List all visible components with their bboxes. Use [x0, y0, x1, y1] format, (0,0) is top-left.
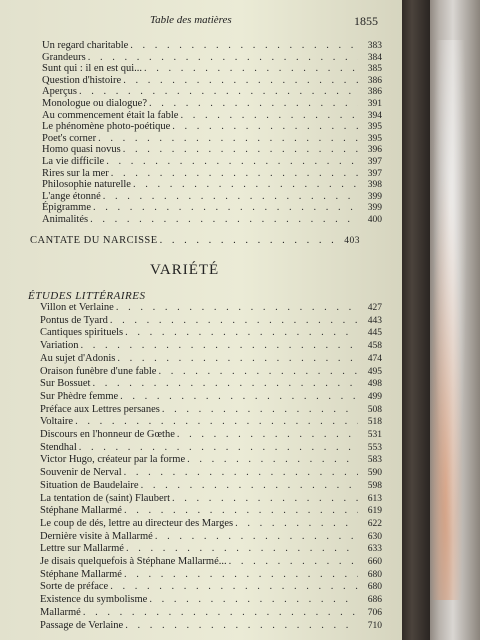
dot-leader — [144, 63, 358, 75]
toc-entry-page: 384 — [367, 52, 382, 63]
toc-entry-label: Le phénomène photo-poétique — [42, 121, 171, 133]
toc-entry-page: 660 — [367, 557, 382, 567]
toc-entry — [40, 543, 382, 555]
toc-entry-page: 445 — [367, 328, 382, 339]
toc-entry — [42, 98, 382, 110]
toc-entry-label: Épigramme — [42, 202, 91, 214]
toc-entry-page: 385 — [367, 64, 382, 75]
toc-entry-page: 583 — [367, 455, 382, 466]
toc-entry-label: Villon et Verlaine — [40, 302, 114, 313]
toc-entry-label: Stéphane Mallarmé — [40, 568, 122, 580]
toc-entry-page: 613 — [367, 493, 382, 504]
toc-entry-page: 590 — [367, 468, 382, 479]
toc-entry-label: Souvenir de Nerval — [40, 467, 122, 479]
toc-entry — [40, 302, 382, 314]
toc-entry — [40, 556, 382, 568]
dot-leader — [229, 556, 358, 568]
toc-entry-page: 619 — [367, 506, 382, 517]
toc-entry — [42, 191, 382, 203]
toc-entry-label: Au commencement était la fable — [42, 109, 179, 121]
toc-entry-label: La tentation de (saint) Flaubert — [40, 492, 171, 504]
toc-entry-page: 498 — [367, 379, 382, 390]
toc-entry-label: Voltaire — [40, 416, 74, 428]
toc-entry — [42, 75, 382, 87]
book-spine — [400, 0, 430, 640]
dot-leader — [162, 404, 358, 416]
toc-entry-label: Stéphane Mallarmé — [40, 505, 122, 517]
dot-leader — [177, 429, 358, 441]
toc-entry — [40, 442, 382, 454]
toc-entry-page: 386 — [367, 75, 382, 86]
toc-entry-page: 633 — [367, 544, 382, 555]
toc-entry-page: 400 — [367, 215, 382, 225]
toc-entry — [40, 594, 382, 606]
toc-entry — [40, 340, 382, 352]
toc-entry-label: Oraison funèbre d'une fable — [40, 365, 157, 377]
toc-entry-page: 391 — [367, 99, 382, 109]
toc-entry-label: Grandeurs — [42, 51, 86, 63]
toc-entry — [40, 315, 382, 327]
toc-entry-page: 680 — [367, 582, 382, 593]
dot-leader — [180, 110, 358, 122]
dot-leader — [111, 168, 358, 180]
dot-leader — [93, 202, 358, 214]
dot-leader — [79, 86, 358, 98]
running-title: Table des matières — [150, 14, 232, 26]
dot-leader — [141, 480, 358, 492]
dot-leader — [110, 315, 358, 327]
dot-leader — [172, 493, 358, 505]
toc-entry-page: 395 — [367, 133, 382, 144]
toc-entry-label: Passage de Verlaine — [40, 619, 124, 631]
toc-entry-page: 397 — [367, 168, 382, 179]
toc-entry — [42, 144, 382, 156]
toc-entry-label: Préface aux Lettres persanes — [40, 403, 160, 415]
dot-leader — [158, 366, 358, 378]
toc-entry-page: 386 — [367, 87, 382, 98]
toc-entry — [40, 505, 382, 517]
toc-entry-page: 383 — [367, 41, 382, 51]
dot-leader — [235, 518, 358, 530]
toc-entry-page: 394 — [367, 110, 382, 121]
toc-entry — [40, 531, 382, 543]
toc-entry-label: Rires sur la mer — [42, 167, 109, 179]
toc-entry-page: 395 — [367, 122, 382, 133]
toc-entry-page: 397 — [367, 157, 382, 167]
toc-entry-label: Sur Phèdre femme — [40, 390, 119, 402]
toc-entry — [40, 391, 382, 403]
toc-entry-page: 531 — [367, 430, 382, 440]
dot-leader — [172, 121, 358, 133]
toc-entry-label: Philosophie naturelle — [42, 179, 131, 191]
toc-entry — [40, 493, 382, 505]
toc-entry — [42, 214, 382, 226]
toc-entry-page: 399 — [367, 191, 382, 202]
toc-entry — [40, 518, 382, 530]
dot-leader — [75, 416, 358, 428]
dot-leader — [79, 442, 358, 454]
toc-entry — [40, 467, 382, 479]
toc-entry — [42, 133, 382, 145]
toc-entry-label: Situation de Baudelaire — [40, 479, 139, 491]
dot-leader — [81, 340, 359, 352]
toc-entry-label: Monologue ou dialogue? — [42, 98, 147, 109]
dot-leader — [110, 581, 358, 593]
toc-entry — [40, 620, 382, 632]
dot-leader — [103, 191, 358, 203]
toc-entry-label: Victor Hugo, créateur par la forme — [40, 454, 186, 466]
dot-leader — [88, 52, 358, 64]
toc-entry-page: 710 — [367, 620, 382, 631]
toc-entry-page: 443 — [367, 315, 382, 326]
toc-entry-label: Pontus de Tyard — [40, 314, 108, 326]
dot-leader — [160, 235, 336, 246]
dot-leader — [106, 156, 358, 168]
dot-leader — [117, 353, 358, 365]
section-title: VARIÉTÉ — [150, 262, 220, 278]
toc-entry-page: 474 — [367, 353, 382, 364]
dot-leader — [149, 98, 358, 110]
toc-entry-label: Stendhal — [40, 441, 77, 453]
toc-entry-label: La vie difficile — [42, 156, 105, 167]
toc-entry — [42, 86, 382, 98]
background-reflection — [430, 40, 470, 600]
dot-leader — [155, 531, 358, 543]
dot-leader — [124, 505, 358, 517]
toc-entry-label: Question d'histoire — [42, 74, 122, 86]
toc-entry-label: Dernière visite à Mallarmé — [40, 530, 153, 542]
toc-entry-label: L'ange étonné — [42, 190, 101, 202]
dot-leader — [133, 179, 358, 191]
toc-entry — [40, 353, 382, 365]
toc-entry-page: 508 — [367, 404, 382, 415]
toc-entry-page: 680 — [367, 569, 382, 580]
toc-entry — [40, 454, 382, 466]
dot-leader — [83, 607, 358, 619]
toc-entry-label: Variation — [40, 340, 79, 352]
dot-leader — [90, 214, 358, 226]
toc-entry-label: Poet's corner — [42, 132, 97, 144]
toc-entry-page: 458 — [367, 341, 382, 352]
toc-entry-label: Existence du symbolisme — [40, 594, 148, 606]
toc-entry-label: Au sujet d'Adonis — [40, 352, 116, 364]
toc-entry-label: Cantiques spirituels — [40, 327, 124, 339]
toc-entry — [42, 168, 382, 180]
toc-entry — [40, 327, 382, 339]
dot-leader — [130, 40, 358, 52]
toc-entry — [40, 378, 382, 390]
page-number: 1855 — [354, 14, 378, 28]
toc-entry — [40, 581, 382, 593]
toc-entry-page: 495 — [367, 366, 382, 377]
dot-leader — [126, 543, 358, 555]
toc-entry — [40, 607, 382, 619]
dot-leader — [116, 302, 358, 314]
toc-entry — [42, 156, 382, 168]
toc-entry-page: 427 — [367, 303, 382, 313]
dot-leader — [123, 144, 358, 156]
dot-leader — [125, 620, 358, 632]
toc-entry-page: 630 — [367, 531, 382, 542]
dot-leader — [124, 569, 358, 581]
dot-leader — [98, 133, 358, 145]
toc-entry-page: 553 — [367, 442, 382, 453]
toc-entry — [42, 110, 382, 122]
toc-entry-label: Le coup de dés, lettre au directeur des Marges — [40, 517, 234, 529]
dot-leader — [125, 327, 358, 339]
dot-leader — [123, 75, 358, 87]
toc-entry-label: Sorte de préface — [40, 581, 109, 593]
toc-entry-label: Sunt qui : il en est qui... — [42, 63, 143, 75]
toc-entry-label: Homo quasi novus — [42, 144, 121, 156]
toc-entry — [42, 40, 382, 52]
toc-entry-page: 403 — [344, 236, 360, 246]
dot-leader — [124, 467, 358, 479]
toc-entry-cantate — [30, 235, 360, 246]
toc-entry-label: Sur Bossuet — [40, 378, 91, 390]
toc-entry-label: Un regard charitable — [42, 40, 129, 51]
toc-entry — [42, 63, 382, 75]
toc-entry — [42, 179, 382, 191]
toc-entry-page: 598 — [367, 480, 382, 491]
toc-entry — [40, 429, 382, 441]
toc-entry-label: Lettre sur Mallarmé — [40, 543, 124, 555]
toc-entry-page: 499 — [367, 391, 382, 402]
toc-entry-label: Aperçus — [42, 86, 77, 98]
toc-entry-label: Animalités — [42, 214, 89, 225]
toc-entry-page: 518 — [367, 417, 382, 428]
toc-entry-label: CANTATE DU NARCISSE — [30, 235, 158, 246]
toc-entry-page: 396 — [367, 145, 382, 156]
toc-entry — [42, 52, 382, 64]
subsection-title: ÉTUDES LITTÉRAIRES — [28, 290, 146, 302]
toc-entry-page: 686 — [367, 595, 382, 606]
page-header — [0, 14, 400, 30]
toc-entry-page: 706 — [367, 607, 382, 618]
toc-entry-page: 622 — [367, 518, 382, 529]
toc-entry — [42, 202, 382, 214]
dot-leader — [120, 391, 358, 403]
toc-entry-page: 399 — [367, 203, 382, 214]
toc-entry — [40, 569, 382, 581]
toc-entry-label: Mallarmé — [40, 606, 81, 618]
toc-entry — [40, 404, 382, 416]
toc-entry-label: Discours en l'honneur de Gœthe — [40, 429, 175, 440]
dot-leader — [92, 378, 358, 390]
dot-leader — [187, 454, 358, 466]
toc-entry — [40, 480, 382, 492]
toc-entry — [40, 366, 382, 378]
toc-entry — [40, 416, 382, 428]
toc-entry-page: 398 — [367, 180, 382, 191]
toc-entry — [42, 121, 382, 133]
toc-entry-label: Je disais quelquefois à Stéphane Mallarmé... — [40, 556, 227, 567]
dot-leader — [149, 594, 358, 606]
